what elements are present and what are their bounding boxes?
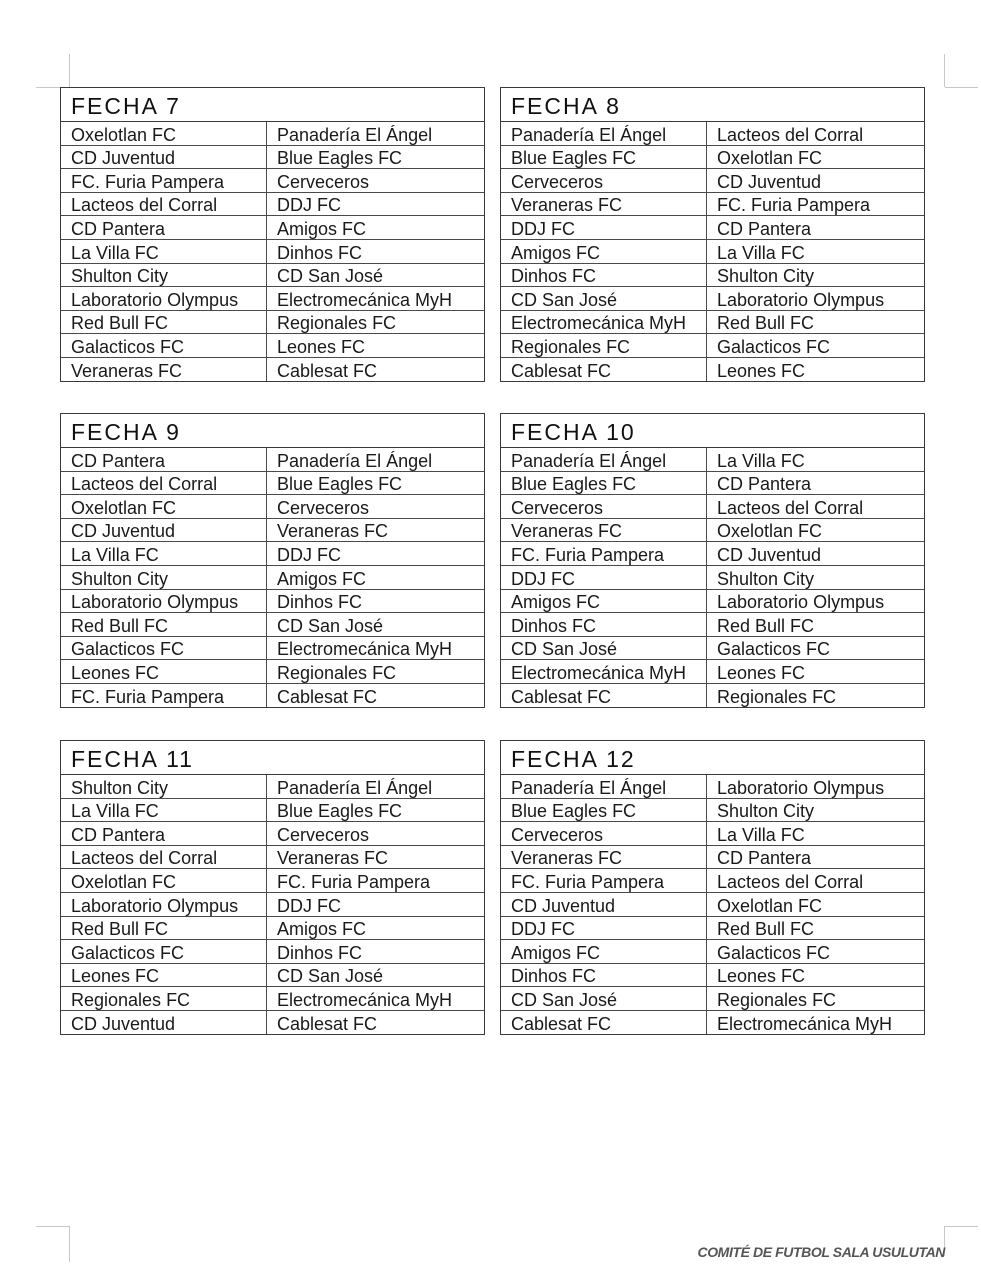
away-team: Electromecánica MyH	[707, 1010, 925, 1033]
home-team: Blue Eagles FC	[501, 145, 707, 169]
match-row	[61, 239, 484, 263]
away-team: Red Bull FC	[707, 916, 925, 940]
home-team: La Villa FC	[61, 239, 267, 263]
match-row	[61, 683, 484, 706]
home-team: CD San José	[501, 287, 707, 311]
home-team: Cerveceros	[501, 169, 707, 193]
fixture-title: FECHA 12	[501, 741, 924, 775]
away-team: Panadería El Ángel	[277, 777, 433, 798]
away-team: Laboratorio Olympus	[707, 589, 925, 613]
home-team: Galacticos FC	[61, 636, 267, 660]
match-row	[501, 845, 924, 869]
fixture-fecha-8	[500, 87, 925, 382]
match-row	[61, 310, 484, 334]
home-team: Veraneras FC	[61, 357, 267, 380]
away-team: Blue Eagles FC	[267, 798, 485, 822]
home-team: FC. Furia Pampera	[501, 869, 707, 893]
home-team: Electromecánica MyH	[501, 660, 707, 684]
away-team: Cablesat FC	[267, 683, 485, 706]
home-team: Shulton City	[61, 263, 267, 287]
match-row	[501, 239, 924, 263]
fixture-fecha-10	[500, 413, 925, 708]
away-team: Laboratorio Olympus	[707, 287, 925, 311]
away-team: Shulton City	[707, 565, 925, 589]
home-team: Dinhos FC	[501, 963, 707, 987]
match-row	[501, 495, 924, 519]
away-team: Amigos FC	[267, 565, 485, 589]
home-team: Cerveceros	[501, 495, 707, 519]
home-team: La Villa FC	[61, 542, 267, 566]
away-team: Electromecánica MyH	[267, 636, 485, 660]
home-team: Blue Eagles FC	[501, 798, 707, 822]
match-row	[501, 963, 924, 987]
match-row	[501, 192, 924, 216]
fixture-fecha-11	[60, 740, 485, 1035]
home-team: Amigos FC	[501, 589, 707, 613]
away-team: Galacticos FC	[707, 334, 925, 358]
away-team: Cerveceros	[267, 822, 485, 846]
away-team: CD Pantera	[707, 216, 925, 240]
fixture-title: FECHA 9	[61, 414, 484, 448]
away-team: Amigos FC	[267, 916, 485, 940]
match-row	[501, 565, 924, 589]
match-row	[501, 334, 924, 358]
match-row	[501, 310, 924, 334]
home-team: DDJ FC	[501, 216, 707, 240]
match-row	[501, 542, 924, 566]
away-team: Galacticos FC	[707, 940, 925, 964]
away-team: La Villa FC	[707, 822, 925, 846]
match-row	[61, 589, 484, 613]
fixture-fecha-7	[60, 87, 485, 382]
match-row	[501, 987, 924, 1011]
home-team: FC. Furia Pampera	[501, 542, 707, 566]
away-team: Shulton City	[707, 263, 925, 287]
away-team: Panadería El Ángel	[277, 450, 433, 471]
footer-text: COMITÉ DE FUTBOL SALA USULUTAN	[697, 1244, 945, 1260]
away-team: Oxelotlan FC	[707, 145, 925, 169]
home-team: Dinhos FC	[501, 613, 707, 637]
home-team: Red Bull FC	[61, 916, 267, 940]
match-row	[61, 845, 484, 869]
match-row	[501, 216, 924, 240]
home-team: Amigos FC	[501, 239, 707, 263]
home-team: CD Pantera	[61, 448, 267, 471]
away-team: Red Bull FC	[707, 613, 925, 637]
away-team: Red Bull FC	[707, 310, 925, 334]
crop-mark	[944, 54, 945, 87]
home-team: Oxelotlan FC	[61, 122, 267, 145]
home-team: Cablesat FC	[501, 357, 707, 380]
home-team: Leones FC	[61, 660, 267, 684]
away-team: Regionales FC	[267, 660, 485, 684]
home-team: DDJ FC	[501, 565, 707, 589]
home-team: Veraneras FC	[501, 845, 707, 869]
away-team: Veraneras FC	[267, 518, 485, 542]
home-team: FC. Furia Pampera	[61, 169, 267, 193]
match-row	[61, 216, 484, 240]
fixture-fecha-9	[60, 413, 485, 708]
match-row	[501, 940, 924, 964]
away-team: Veraneras FC	[267, 845, 485, 869]
home-team: Laboratorio Olympus	[61, 287, 267, 311]
home-team: Lacteos del Corral	[61, 471, 267, 495]
home-team: Red Bull FC	[61, 613, 267, 637]
match-row	[501, 636, 924, 660]
away-team: CD Juventud	[707, 169, 925, 193]
match-row	[61, 636, 484, 660]
match-row	[61, 122, 484, 145]
fixture-table	[501, 448, 924, 707]
fixture-title: FECHA 8	[501, 88, 924, 122]
home-team: CD Juventud	[61, 518, 267, 542]
home-team: CD Juventud	[61, 145, 267, 169]
match-row	[501, 1010, 924, 1033]
match-row	[501, 589, 924, 613]
match-row	[61, 169, 484, 193]
match-row	[61, 471, 484, 495]
away-team: Leones FC	[267, 334, 485, 358]
match-row	[501, 683, 924, 706]
home-team: Cablesat FC	[501, 683, 707, 706]
away-team: La Villa FC	[707, 239, 925, 263]
match-row	[501, 613, 924, 637]
away-team: Lacteos del Corral	[707, 495, 925, 519]
away-team: Shulton City	[707, 798, 925, 822]
match-row	[501, 798, 924, 822]
home-team: CD Pantera	[61, 822, 267, 846]
match-row	[501, 518, 924, 542]
away-team: Leones FC	[707, 357, 925, 380]
home-team: Cablesat FC	[501, 1010, 707, 1033]
home-team: Regionales FC	[501, 334, 707, 358]
fixture-fecha-12	[500, 740, 925, 1035]
fixture-table	[501, 122, 924, 381]
match-row	[61, 869, 484, 893]
home-team: Red Bull FC	[61, 310, 267, 334]
home-team: Laboratorio Olympus	[61, 892, 267, 916]
away-team: Cerveceros	[267, 169, 485, 193]
home-team: Laboratorio Olympus	[61, 589, 267, 613]
match-row	[61, 565, 484, 589]
match-row	[61, 263, 484, 287]
match-row	[501, 448, 924, 471]
away-team: Laboratorio Olympus	[717, 777, 885, 798]
fixture-title: FECHA 7	[61, 88, 484, 122]
home-team: Blue Eagles FC	[501, 471, 707, 495]
away-team: Blue Eagles FC	[267, 145, 485, 169]
match-row	[501, 169, 924, 193]
home-team: Oxelotlan FC	[61, 869, 267, 893]
crop-mark	[69, 54, 70, 87]
home-team: Galacticos FC	[61, 940, 267, 964]
match-row	[501, 263, 924, 287]
match-row	[501, 122, 924, 145]
away-team: Cablesat FC	[267, 1010, 485, 1033]
away-team: FC. Furia Pampera	[267, 869, 485, 893]
match-row	[61, 145, 484, 169]
home-team: CD San José	[501, 987, 707, 1011]
match-row	[61, 448, 484, 471]
match-row	[61, 798, 484, 822]
home-team: Veraneras FC	[501, 518, 707, 542]
match-row	[501, 775, 924, 798]
match-row	[61, 892, 484, 916]
away-team: DDJ FC	[267, 192, 485, 216]
away-team: Electromecánica MyH	[267, 287, 485, 311]
away-team: Amigos FC	[267, 216, 485, 240]
match-row	[501, 869, 924, 893]
match-row	[61, 987, 484, 1011]
home-team: CD San José	[501, 636, 707, 660]
home-team: Lacteos del Corral	[61, 192, 267, 216]
home-team: Oxelotlan FC	[61, 495, 267, 519]
crop-mark	[69, 1226, 70, 1262]
home-team: Dinhos FC	[501, 263, 707, 287]
match-row	[61, 357, 484, 380]
crop-mark	[945, 87, 978, 88]
match-row	[501, 892, 924, 916]
home-team: Panadería El Ángel	[501, 448, 707, 471]
away-team: Electromecánica MyH	[267, 987, 485, 1011]
away-team: Regionales FC	[707, 987, 925, 1011]
match-row	[61, 822, 484, 846]
home-team: Galacticos FC	[61, 334, 267, 358]
crop-mark	[945, 1226, 978, 1227]
fixture-table	[501, 775, 924, 1034]
away-team: Regionales FC	[267, 310, 485, 334]
away-team: Leones FC	[707, 963, 925, 987]
match-row	[61, 940, 484, 964]
home-team: FC. Furia Pampera	[61, 683, 267, 706]
crop-mark	[36, 1226, 69, 1227]
away-team: Oxelotlan FC	[707, 892, 925, 916]
away-team: Panadería El Ángel	[277, 124, 433, 145]
away-team: CD Pantera	[707, 845, 925, 869]
home-team: CD Pantera	[61, 216, 267, 240]
home-team: Shulton City	[61, 565, 267, 589]
match-row	[501, 357, 924, 380]
match-row	[61, 334, 484, 358]
away-team: DDJ FC	[267, 542, 485, 566]
home-team: Cerveceros	[501, 822, 707, 846]
away-team: Dinhos FC	[267, 589, 485, 613]
match-row	[61, 613, 484, 637]
away-team: Cerveceros	[267, 495, 485, 519]
match-row	[501, 287, 924, 311]
home-team: Panadería El Ángel	[501, 775, 707, 798]
away-team: Galacticos FC	[707, 636, 925, 660]
away-team: Lacteos del Corral	[707, 869, 925, 893]
home-team: CD Juventud	[501, 892, 707, 916]
fixture-title: FECHA 11	[61, 741, 484, 775]
away-team: CD Juventud	[707, 542, 925, 566]
match-row	[501, 822, 924, 846]
home-team: Electromecánica MyH	[501, 310, 707, 334]
away-team: DDJ FC	[267, 892, 485, 916]
match-row	[61, 775, 484, 798]
match-row	[501, 471, 924, 495]
match-row	[61, 495, 484, 519]
away-team: FC. Furia Pampera	[707, 192, 925, 216]
away-team: Leones FC	[707, 660, 925, 684]
fixture-table	[61, 122, 484, 381]
away-team: Dinhos FC	[267, 239, 485, 263]
away-team: Blue Eagles FC	[267, 471, 485, 495]
match-row	[501, 660, 924, 684]
fixture-table	[61, 448, 484, 707]
home-team: Panadería El Ángel	[501, 122, 707, 145]
away-team: CD Pantera	[707, 471, 925, 495]
away-team: Lacteos del Corral	[717, 124, 864, 145]
match-row	[61, 1010, 484, 1033]
match-row	[61, 287, 484, 311]
away-team: CD San José	[267, 613, 485, 637]
away-team: La Villa FC	[717, 450, 805, 471]
fixture-table	[61, 775, 484, 1034]
away-team: Oxelotlan FC	[707, 518, 925, 542]
home-team: Amigos FC	[501, 940, 707, 964]
home-team: CD Juventud	[61, 1010, 267, 1033]
home-team: Leones FC	[61, 963, 267, 987]
away-team: Regionales FC	[707, 683, 925, 706]
away-team: Cablesat FC	[267, 357, 485, 380]
away-team: CD San José	[267, 263, 485, 287]
fixture-title: FECHA 10	[501, 414, 924, 448]
home-team: Veraneras FC	[501, 192, 707, 216]
match-row	[61, 192, 484, 216]
match-row	[61, 660, 484, 684]
home-team: La Villa FC	[61, 798, 267, 822]
match-row	[501, 145, 924, 169]
away-team: CD San José	[267, 963, 485, 987]
match-row	[61, 916, 484, 940]
home-team: Shulton City	[61, 775, 267, 798]
match-row	[501, 916, 924, 940]
match-row	[61, 963, 484, 987]
home-team: Lacteos del Corral	[61, 845, 267, 869]
match-row	[61, 518, 484, 542]
home-team: DDJ FC	[501, 916, 707, 940]
away-team: Dinhos FC	[267, 940, 485, 964]
home-team: Regionales FC	[61, 987, 267, 1011]
match-row	[61, 542, 484, 566]
